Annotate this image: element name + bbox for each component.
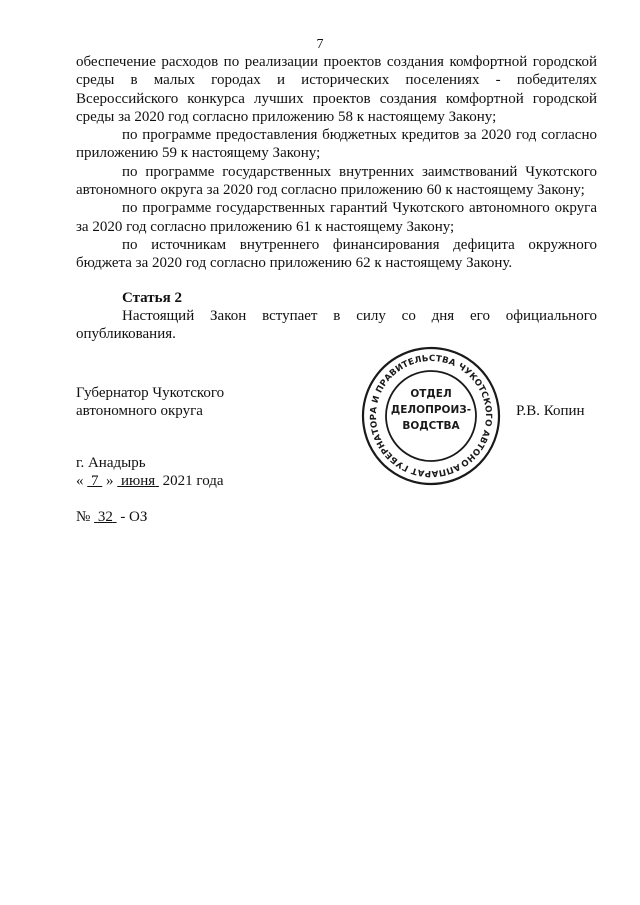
position-line-2: автономного округа [76,403,203,419]
place-and-date [76,454,224,490]
document-body [76,53,597,343]
number-value-wrap [94,509,117,525]
number-value: 32 [97,509,113,525]
signatory-position [76,384,224,420]
date-day-value: 7 [91,473,99,489]
page-number: 7 [316,37,324,52]
place-name: г. Анадырь [76,455,146,471]
stamp-line-1: ОТДЕЛ [410,388,452,400]
stamp-ring-text: АППАРАТ ГУБЕРНАТОРА И ПРАВИТЕЛЬСТВА ЧУКОТСКОГО АВТОНОМНОГО [368,353,494,479]
signing-date [76,472,224,490]
number-sign: № [76,509,91,525]
date-day [87,473,102,489]
paragraph-3: по программе государственных внутренних заимствований Чукотского автономного округа за 2020 год согласно приложению 60 к настоящему Закону; [76,163,597,199]
number-suffix: - ОЗ [120,509,148,525]
paragraph-4: по программе государственных гарантий Чукотского автономного округа за 2020 год согласно приложению 61 к настоящему Закону; [76,200,597,235]
signatory-name: Р.В. Копин [516,403,585,419]
article-text: Настоящий Закон вступает в силу со дня его официального опубликования. [76,307,597,343]
date-month [117,473,159,489]
stamp-line-2: ДЕЛОПРОИЗ- [390,404,472,416]
official-stamp [360,345,502,487]
date-year: 2021 года [162,473,224,489]
law-number [76,508,147,526]
position-line-1: Губернатор Чукотского [76,385,225,401]
svg-text:АППАРАТ ГУБЕРНАТОРА И ПРАВИТЕЛ [360,345,502,487]
paragraph-5: по источникам внутреннего финансирования дефицита окружного бюджета за 2020 год согласно приложению 62 к настоящему Закону. [76,236,597,272]
date-close-quote: » [106,473,114,489]
article-title: Статья 2 [122,289,182,306]
paragraph-1: обеспечение расходов по реализации проектов создания комфортной городской среды в малых городах и исторических поселениях - победителях Всероссийского конкурса лучших проектов создания комфортной городской среды за 2020 год согласно приложению 58 к настоящему Закону; [76,54,597,125]
stamp-line-3: ВОДСТВА [402,420,460,432]
date-month-value: июня [121,473,156,489]
date-open-quote: « [76,473,84,489]
paragraph-2: по программе предоставления бюджетных кредитов за 2020 год согласно приложению 59 к настоящему Закону; [76,127,597,162]
